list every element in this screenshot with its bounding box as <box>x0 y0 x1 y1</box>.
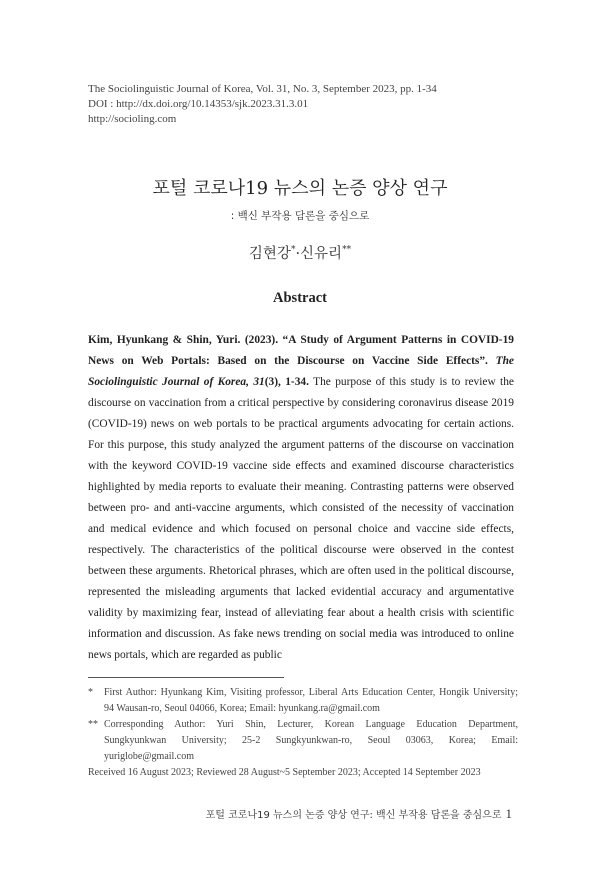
footnotes <box>88 685 518 781</box>
footnote-line: Corresponding Author: Yuri Shin, Lecturer, Korean Language Education Department, <box>104 719 518 730</box>
footnote-first-author <box>88 685 518 717</box>
author-line <box>0 242 600 263</box>
second-author-marker: ** <box>342 245 352 256</box>
abstract-citation: Kim, Hyunkang & Shin, Yuri. (2023). “A Study of Argument Patterns in COVID-19 News on Web Portals: Based on the Discourse on Vaccine Side Effects”. <box>88 334 514 367</box>
first-author-name: 김현강 <box>248 246 291 262</box>
footnote-line: 94 Wausan-ro, Seoul 04066, Korea; Email: hyunkang.ra@gmail.com <box>104 703 380 714</box>
footnote-divider <box>88 677 284 678</box>
abstract-citation-journal: The Sociolinguistic Journal of Korea, 31 <box>88 355 514 388</box>
second-author-name: 신유리 <box>300 246 343 262</box>
abstract-citation-issue: (3), 1-34. <box>264 376 309 388</box>
paper-subtitle: : 백신 부작용 담론을 중심으로 <box>230 210 370 222</box>
abstract-body <box>88 330 514 666</box>
author-separator: · <box>295 246 301 262</box>
journal-url-line: http://socioling.com <box>88 113 177 125</box>
footnote-line: First Author: Hyunkang Kim, Visiting professor, Liberal Arts Education Center, Hongik University; <box>104 687 518 698</box>
received-dates: Received 16 August 2023; Reviewed 28 August~5 September 2023; Accepted 14 September 2023 <box>88 767 481 778</box>
running-footer <box>206 806 512 822</box>
running-footer-title: 포털 코로나19 뉴스의 논증 양상 연구: 백신 부작용 담론을 중심으로 <box>205 810 502 821</box>
footnote-corresponding-author <box>88 717 518 765</box>
doi-line: DOI : http://dx.doi.org/10.14353/sjk.2023.31.3.01 <box>88 98 309 110</box>
paper-title: 포털 코로나19 뉴스의 논증 양상 연구 <box>152 178 448 199</box>
journal-header <box>88 82 508 127</box>
page-number: 1 <box>505 806 512 821</box>
journal-citation-line: The Sociolinguistic Journal of Korea, Vol. 31, No. 3, September 2023, pp. 1-34 <box>88 83 437 95</box>
abstract-heading: Abstract <box>273 290 327 306</box>
footnote-marker: * <box>88 687 93 698</box>
footnote-line: Sungkyunkwan University; 25-2 Sungkyunkwan-ro, Seoul 03063, Korea; Email: yuriglobe@gmail.com <box>104 735 518 762</box>
footnote-marker: ** <box>88 719 98 730</box>
first-author-marker: * <box>290 245 296 256</box>
abstract-text: The purpose of this study is to review the discourse on vaccination from a critical perspective by considering coronavirus disease 2019 (COVID-19) news on web portals to be practical arguments advocating for certain actions. For this purpose, this study analyzed the argument patterns of the discourse on vaccination with the keyword COVID-19 vaccine side effects and examined discourse characteristics highlighted by media reports to evaluate their meaning. Contrasting patterns were observed between pro- and anti-vaccine arguments, which consisted of the necessity of vaccination and medical evidence and which focused on personal choice and vaccine side effects, respectively. The characteristics of the political discourse were observed in the contest between these arguments. Rhetorical phrases, which are often used in the political discourse, represented the misleading arguments that lacked evidential accuracy and argumentative validity by maximizing fear, instead of alleviating fear about a health crisis with scientific information and discussion. As fake news trending on social media was introduced to online news portals, which are regarded as public <box>88 376 514 661</box>
